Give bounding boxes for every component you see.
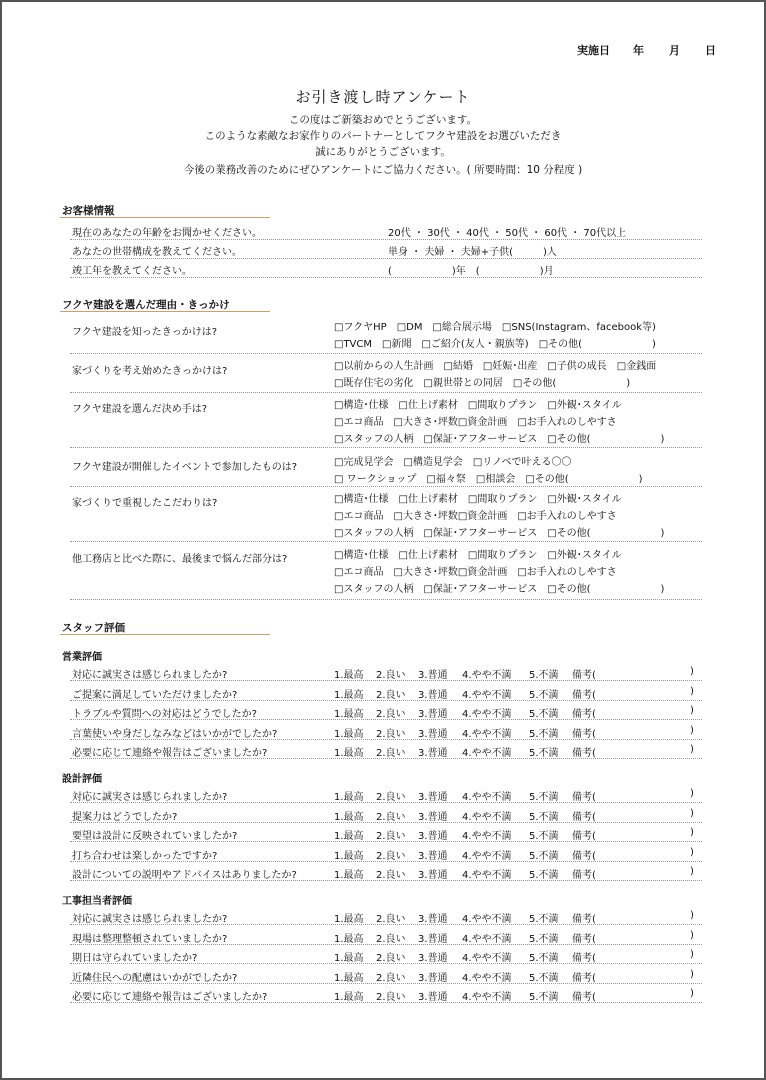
reason-options-line[interactable]: □構造･仕様 □仕上げ素材 □間取りプラン □外観･スタイル xyxy=(334,494,622,505)
remarks-close: ) xyxy=(690,827,694,838)
rating-option[interactable]: 4.やや不満 xyxy=(462,670,512,681)
rating-option[interactable]: 1.最高 xyxy=(334,914,364,925)
staff-heading: スタッフ評価 xyxy=(62,622,125,634)
reason-question: フクヤ建設が開催したイベントで参加したものは? xyxy=(72,462,298,473)
rating-option[interactable]: 2.良い xyxy=(376,811,406,823)
rating-row xyxy=(70,927,702,945)
rating-option[interactable]: 4.やや不満 xyxy=(462,792,512,803)
rating-option[interactable]: 2.良い xyxy=(376,748,406,759)
age-options[interactable]: 20代 ・ 30代 ・ 40代 ・ 50代 ・ 60代 ・ 70代以上 xyxy=(388,228,627,239)
rating-option[interactable]: 3.普通 xyxy=(418,850,448,862)
rating-option[interactable]: 2.良い xyxy=(376,792,406,803)
rating-row xyxy=(70,785,702,803)
staff-heading-underline xyxy=(60,634,270,635)
rating-option[interactable]: 1.最高 xyxy=(334,992,364,1003)
remarks-label[interactable]: 備考( xyxy=(572,914,596,925)
rating-option[interactable]: 2.良い xyxy=(376,728,406,740)
remarks-close: ) xyxy=(690,666,694,677)
remarks-close: ) xyxy=(690,685,694,697)
rating-option[interactable]: 4.やや不満 xyxy=(462,914,512,925)
rating-question: ご提案に満足していただけましたか? xyxy=(72,689,238,701)
rating-option[interactable]: 2.良い xyxy=(376,972,406,984)
rating-option[interactable]: 4.やや不満 xyxy=(462,748,512,759)
remarks-close: ) xyxy=(690,788,694,799)
rating-question: 期日は守られていましたか? xyxy=(72,953,198,964)
reason-block xyxy=(70,450,702,487)
intro-line-1: この度はご新築おめでとうございます。 xyxy=(288,114,478,126)
rating-question: 打ち合わせは楽しかったですか? xyxy=(72,850,218,862)
reason-block xyxy=(70,317,702,354)
remarks-label[interactable]: 備考( xyxy=(572,953,596,964)
rating-option[interactable]: 4.やや不満 xyxy=(462,992,512,1003)
rating-option[interactable]: 3.普通 xyxy=(418,972,448,984)
reason-options-line[interactable]: □ ワークショップ □福々祭 □相談会 □その他( ) xyxy=(334,474,643,485)
rating-row xyxy=(70,722,702,740)
family-options[interactable]: 単身 ・ 夫婦 ・ 夫婦+子供( )人 xyxy=(388,247,557,258)
remarks-close: ) xyxy=(690,807,694,819)
remarks-close: ) xyxy=(690,705,694,716)
rating-option[interactable]: 5.不満 xyxy=(529,689,559,701)
rating-question: 対応に誠実さは感じられましたか? xyxy=(72,914,228,925)
reason-options-line[interactable]: □エコ商品 □大きさ･坪数□資金計画 □お手入れのしやすさ xyxy=(334,417,617,428)
rating-option[interactable]: 3.普通 xyxy=(418,728,448,740)
intro-line-4: 今後の業務改善のためにぜひアンケートにご協力ください。( 所要時間：10 分程度 ) xyxy=(183,164,583,176)
rating-row xyxy=(70,985,702,1003)
rating-option[interactable]: 5.不満 xyxy=(529,728,559,740)
staff-group-title: 工事担当者評価 xyxy=(62,896,132,907)
rating-option[interactable]: 3.普通 xyxy=(418,914,448,925)
reason-question: 家づくりで重視したこだわりは? xyxy=(72,498,218,509)
remarks-close: ) xyxy=(690,949,694,960)
rating-question: 現場は整理整頓されていましたか? xyxy=(72,933,228,945)
rating-option[interactable]: 3.普通 xyxy=(418,992,448,1003)
rating-question: 設計についての説明やアドバイスはありましたか? xyxy=(72,870,297,881)
reason-block xyxy=(70,395,702,448)
reason-options-line[interactable]: □構造･仕様 □仕上げ素材 □間取りプラン □外観･スタイル xyxy=(334,550,622,561)
rating-question: 要望は設計に反映されていましたか? xyxy=(72,831,238,842)
rating-option[interactable]: 2.良い xyxy=(376,709,406,720)
rating-option[interactable]: 5.不満 xyxy=(529,870,559,881)
remarks-label[interactable]: 備考( xyxy=(572,933,596,945)
rating-row xyxy=(70,702,702,720)
rating-option[interactable]: 3.普通 xyxy=(418,811,448,823)
rating-option[interactable]: 1.最高 xyxy=(334,748,364,759)
rating-row xyxy=(70,741,702,759)
staff-group-title: 設計評価 xyxy=(62,774,102,785)
rating-option[interactable]: 2.良い xyxy=(376,670,406,681)
day-label[interactable]: 日 xyxy=(705,44,716,57)
rating-option[interactable]: 5.不満 xyxy=(529,811,559,823)
rating-option[interactable]: 4.やや不満 xyxy=(462,870,512,881)
remarks-close: ) xyxy=(690,968,694,980)
remarks-close: ) xyxy=(690,910,694,921)
rating-option[interactable]: 5.不満 xyxy=(529,670,559,681)
rating-option[interactable]: 5.不満 xyxy=(529,992,559,1003)
date-label: 実施日 xyxy=(577,44,610,57)
rating-option[interactable]: 3.普通 xyxy=(418,870,448,881)
reasons-heading-underline xyxy=(60,311,270,312)
rating-question: 対応に誠実さは感じられましたか? xyxy=(72,792,228,803)
reasons-heading: フクヤ建設を選んだ理由・きっかけ xyxy=(62,299,230,311)
reason-options-line[interactable]: □エコ商品 □大きさ･坪数□資金計画 □お手入れのしやすさ xyxy=(334,511,617,522)
rating-option[interactable]: 2.良い xyxy=(376,933,406,945)
rating-option[interactable]: 5.不満 xyxy=(529,709,559,720)
rating-option[interactable]: 4.やや不満 xyxy=(462,850,512,862)
rating-row xyxy=(70,907,702,925)
customer-heading-underline xyxy=(60,217,270,218)
family-row xyxy=(70,241,702,259)
rating-row xyxy=(70,946,702,964)
rating-option[interactable]: 1.最高 xyxy=(334,689,364,701)
remarks-close: ) xyxy=(690,866,694,877)
remarks-label[interactable]: 備考( xyxy=(572,792,596,803)
remarks-close: ) xyxy=(690,988,694,999)
rating-option[interactable]: 3.普通 xyxy=(418,689,448,701)
rating-option[interactable]: 1.最高 xyxy=(334,811,364,823)
rating-option[interactable]: 3.普通 xyxy=(418,792,448,803)
reason-options-line[interactable]: □スタッフの人柄 □保証･アフターサービス □その他( ) xyxy=(334,584,665,595)
rating-option[interactable]: 4.やや不満 xyxy=(462,972,512,984)
rating-row xyxy=(70,805,702,823)
reason-options-line[interactable]: □スタッフの人柄 □保証･アフターサービス □その他( ) xyxy=(334,528,665,539)
date-fields xyxy=(577,42,716,58)
completion-year-question: 竣工年を教えてください。 xyxy=(72,266,192,277)
rating-option[interactable]: 3.普通 xyxy=(418,709,448,720)
rating-option[interactable]: 1.最高 xyxy=(334,831,364,842)
completion-year-fields[interactable]: ( )年 ( )月 xyxy=(388,266,554,277)
reason-options-line[interactable]: □フクヤHP □DM □総合展示場 □SNS(Instagram、facebook等) xyxy=(334,322,656,333)
age-row xyxy=(70,222,702,240)
remarks-label[interactable]: 備考( xyxy=(572,728,596,740)
remarks-label[interactable]: 備考( xyxy=(572,811,596,823)
rating-question: トラブルや質問への対応はどうでしたか? xyxy=(72,709,257,720)
reason-options-line[interactable]: □エコ商品 □大きさ･坪数□資金計画 □お手入れのしやすさ xyxy=(334,567,617,578)
rating-option[interactable]: 4.やや不満 xyxy=(462,831,512,842)
reason-block xyxy=(70,356,702,393)
month-label[interactable]: 月 xyxy=(669,44,680,57)
rating-option[interactable]: 3.普通 xyxy=(418,670,448,681)
rating-option[interactable]: 5.不満 xyxy=(529,972,559,984)
rating-option[interactable]: 2.良い xyxy=(376,831,406,842)
reason-options-line[interactable]: □以前からの人生計画 □結婚 □妊娠･出産 □子供の成長 □金銭面 xyxy=(334,361,657,372)
customer-heading: お客様情報 xyxy=(62,205,115,217)
rating-row xyxy=(70,824,702,842)
reason-question: フクヤ建設を選んだ決め手は? xyxy=(72,404,208,415)
rating-option[interactable]: 5.不満 xyxy=(529,914,559,925)
intro-text xyxy=(2,112,764,160)
rating-option[interactable]: 4.やや不満 xyxy=(462,953,512,964)
reason-options-line[interactable]: □構造･仕様 □仕上げ素材 □間取りプラン □外観･スタイル xyxy=(334,400,622,411)
staff-group-title: 営業評価 xyxy=(62,652,102,663)
remarks-label[interactable]: 備考( xyxy=(572,850,596,862)
rating-option[interactable]: 1.最高 xyxy=(334,972,364,984)
page-title: お引き渡し時アンケート xyxy=(295,88,471,106)
reason-options-line[interactable]: □既存住宅の劣化 □親世帯との同居 □その他( ) xyxy=(334,378,631,389)
reason-block xyxy=(70,545,702,600)
rating-option[interactable]: 4.やや不満 xyxy=(462,689,512,701)
rating-option[interactable]: 4.やや不満 xyxy=(462,728,512,740)
rating-row xyxy=(70,844,702,862)
remarks-close: ) xyxy=(690,744,694,755)
reason-question: 他工務店と比べた際に、最後まで悩んだ部分は? xyxy=(72,554,288,565)
rating-option[interactable]: 2.良い xyxy=(376,689,406,701)
rating-option[interactable]: 1.最高 xyxy=(334,933,364,945)
remarks-label[interactable]: 備考( xyxy=(572,748,596,759)
rating-question: 提案力はどうでしたか? xyxy=(72,811,178,823)
rating-row xyxy=(70,966,702,984)
rating-option[interactable]: 3.普通 xyxy=(418,953,448,964)
remarks-close: ) xyxy=(690,929,694,941)
rating-option[interactable]: 1.最高 xyxy=(334,792,364,803)
rating-option[interactable]: 1.最高 xyxy=(334,850,364,862)
completion-year-row xyxy=(70,260,702,278)
intro-line-2: このような素敵なお家作りのパートナーとしてフクヤ建設をお選びいただき xyxy=(204,130,562,142)
remarks-close: ) xyxy=(690,724,694,736)
rating-option[interactable]: 2.良い xyxy=(376,850,406,862)
rating-option[interactable]: 2.良い xyxy=(376,870,406,881)
remarks-close: ) xyxy=(690,846,694,858)
rating-option[interactable]: 1.最高 xyxy=(334,670,364,681)
reason-question: フクヤ建設を知ったきっかけは? xyxy=(72,327,218,338)
rating-option[interactable]: 2.良い xyxy=(376,953,406,964)
rating-option[interactable]: 2.良い xyxy=(376,914,406,925)
remarks-label[interactable]: 備考( xyxy=(572,870,596,881)
rating-option[interactable]: 5.不満 xyxy=(529,831,559,842)
reason-options-line[interactable]: □TVCM □新聞 □ご紹介(友人・親族等) □その他( ) xyxy=(334,339,656,350)
rating-row xyxy=(70,663,702,681)
rating-question: 近隣住民への配慮はいかがでしたか? xyxy=(72,972,238,984)
reason-block xyxy=(70,489,702,542)
remarks-label[interactable]: 備考( xyxy=(572,972,596,984)
rating-option[interactable]: 1.最高 xyxy=(334,870,364,881)
rating-option[interactable]: 3.普通 xyxy=(418,933,448,945)
year-label[interactable]: 年 xyxy=(633,44,644,57)
reason-options-line[interactable]: □スタッフの人柄 □保証･アフターサービス □その他( ) xyxy=(334,434,665,445)
rating-question: 必要に応じて連絡や報告はございましたか? xyxy=(72,992,268,1003)
rating-option[interactable]: 2.良い xyxy=(376,992,406,1003)
age-question: 現在のあなたの年齢をお聞かせください。 xyxy=(72,228,262,239)
rating-question: 言葉使いや身だしなみなどはいかがでしたか? xyxy=(72,728,278,740)
rating-option[interactable]: 5.不満 xyxy=(529,933,559,945)
rating-option[interactable]: 5.不満 xyxy=(529,850,559,862)
rating-row xyxy=(70,863,702,881)
rating-option[interactable]: 3.普通 xyxy=(418,748,448,759)
remarks-label[interactable]: 備考( xyxy=(572,831,596,842)
rating-option[interactable]: 5.不満 xyxy=(529,953,559,964)
rating-option[interactable]: 1.最高 xyxy=(334,728,364,740)
intro-line-3: 誠にありがとうございます。 xyxy=(315,146,451,158)
reason-question: 家づくりを考え始めたきっかけは? xyxy=(72,366,228,377)
family-question: あなたの世帯構成を教えてください。 xyxy=(72,247,242,258)
rating-option[interactable]: 5.不満 xyxy=(529,792,559,803)
remarks-label[interactable]: 備考( xyxy=(572,709,596,720)
rating-option[interactable]: 5.不満 xyxy=(529,748,559,759)
remarks-label[interactable]: 備考( xyxy=(572,992,596,1003)
rating-question: 対応に誠実さは感じられましたか? xyxy=(72,670,228,681)
rating-option[interactable]: 4.やや不満 xyxy=(462,709,512,720)
rating-option[interactable]: 1.最高 xyxy=(334,953,364,964)
rating-option[interactable]: 1.最高 xyxy=(334,709,364,720)
rating-option[interactable]: 3.普通 xyxy=(418,831,448,842)
rating-option[interactable]: 4.やや不満 xyxy=(462,811,512,823)
reason-options-line[interactable]: □完成見学会 □構造見学会 □リノベで叶える〇〇 xyxy=(334,457,572,468)
remarks-label[interactable]: 備考( xyxy=(572,670,596,681)
rating-question: 必要に応じて連絡や報告はございましたか? xyxy=(72,748,268,759)
rating-row xyxy=(70,683,702,701)
rating-option[interactable]: 4.やや不満 xyxy=(462,933,512,945)
remarks-label[interactable]: 備考( xyxy=(572,689,596,701)
